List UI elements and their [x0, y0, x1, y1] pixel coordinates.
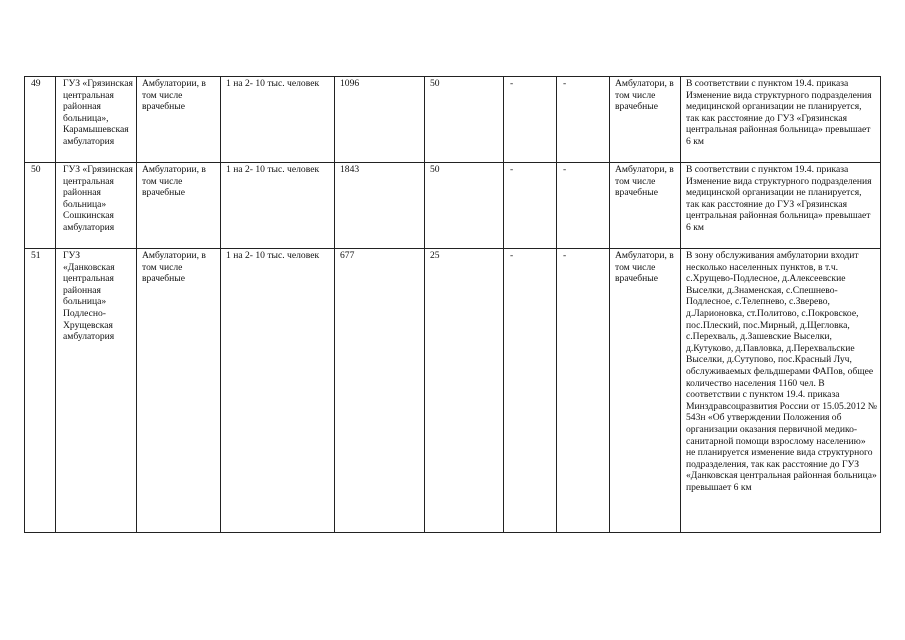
facilities-table — [24, 76, 881, 533]
population-count: 1096 — [335, 77, 425, 163]
column-7-value: - — [504, 163, 557, 249]
distance-value: 50 — [425, 163, 504, 249]
facility-type: Амбулатории, в том числе врачебные — [137, 77, 221, 163]
table-row — [25, 249, 881, 533]
column-8-value: - — [557, 249, 610, 533]
note-text: В соответствии с пунктом 19.4. приказа Изменение вида структурного подразделения медицинской организации не планируется, так как расстояние до ГУЗ «Грязинская центральная районная больница» превышает 6 км — [681, 77, 881, 163]
population-norm: 1 на 2- 10 тыс. человек — [221, 77, 335, 163]
note-text: В зону обслуживания амбулатории входит несколько населенных пунктов, в т.ч. с.Хрущево-Подлесное, д.Алексеевские Выселки, д.Знаменская, с.Спешнево- Подлесное, с.Телепнево, с.Зверево, д.Ларионовка, ст.Политово, с.Покровское, пос.Плеский, пос.Мирный, д.Щегловка, с.Перехваль, д.Зашевские Выселки, д.Кутуково, д.Павловка, д.Перехвальские Выселки, д.Сутупово, пос.Красный Луч, обслуживаемых фельдшерами ФАПов, общее количество населения 1160 чел. В соответствии с пунктом 19.4. приказа Минздравсоцразвития России от 15.05.2012 № 543н «Об утверждении Положения об организации оказания первичной медико-санитарной помощи взрослому населению» не планируется изменение вида структурного подразделения, так как расстояние до ГУЗ «Данковская центральная районная больница» превышает 6 км — [681, 249, 881, 533]
table-row — [25, 77, 881, 163]
population-count: 677 — [335, 249, 425, 533]
organization-name: ГУЗ «Грязинская центральная районная больница», Карамышевская амбулатория — [56, 77, 137, 163]
column-7-value: - — [504, 249, 557, 533]
population-count: 1843 — [335, 163, 425, 249]
facility-kind: Амбулатори, в том числе врачебные — [610, 163, 681, 249]
distance-value: 50 — [425, 77, 504, 163]
organization-name: ГУЗ «Данковская центральная районная больница» Подлесно-Хрущевская амбулатория — [56, 249, 137, 533]
table-row — [25, 163, 881, 249]
row-number: 51 — [25, 249, 56, 533]
distance-value: 25 — [425, 249, 504, 533]
note-text: В соответствии с пунктом 19.4. приказа Изменение вида структурного подразделения медицинской организации не планируется, так как расстояние до ГУЗ «Грязинская центральная районная больница» превышает 6 км — [681, 163, 881, 249]
population-norm: 1 на 2- 10 тыс. человек — [221, 163, 335, 249]
population-norm: 1 на 2- 10 тыс. человек — [221, 249, 335, 533]
facility-type: Амбулатории, в том числе врачебные — [137, 163, 221, 249]
column-8-value: - — [557, 77, 610, 163]
facility-kind: Амбулатори, в том числе врачебные — [610, 249, 681, 533]
organization-name: ГУЗ «Грязинская центральная районная больница» Сошкинская амбулатория — [56, 163, 137, 249]
facility-type: Амбулатории, в том числе врачебные — [137, 249, 221, 533]
row-number: 50 — [25, 163, 56, 249]
facility-kind: Амбулатори, в том числе врачебные — [610, 77, 681, 163]
row-number: 49 — [25, 77, 56, 163]
column-8-value: - — [557, 163, 610, 249]
column-7-value: - — [504, 77, 557, 163]
